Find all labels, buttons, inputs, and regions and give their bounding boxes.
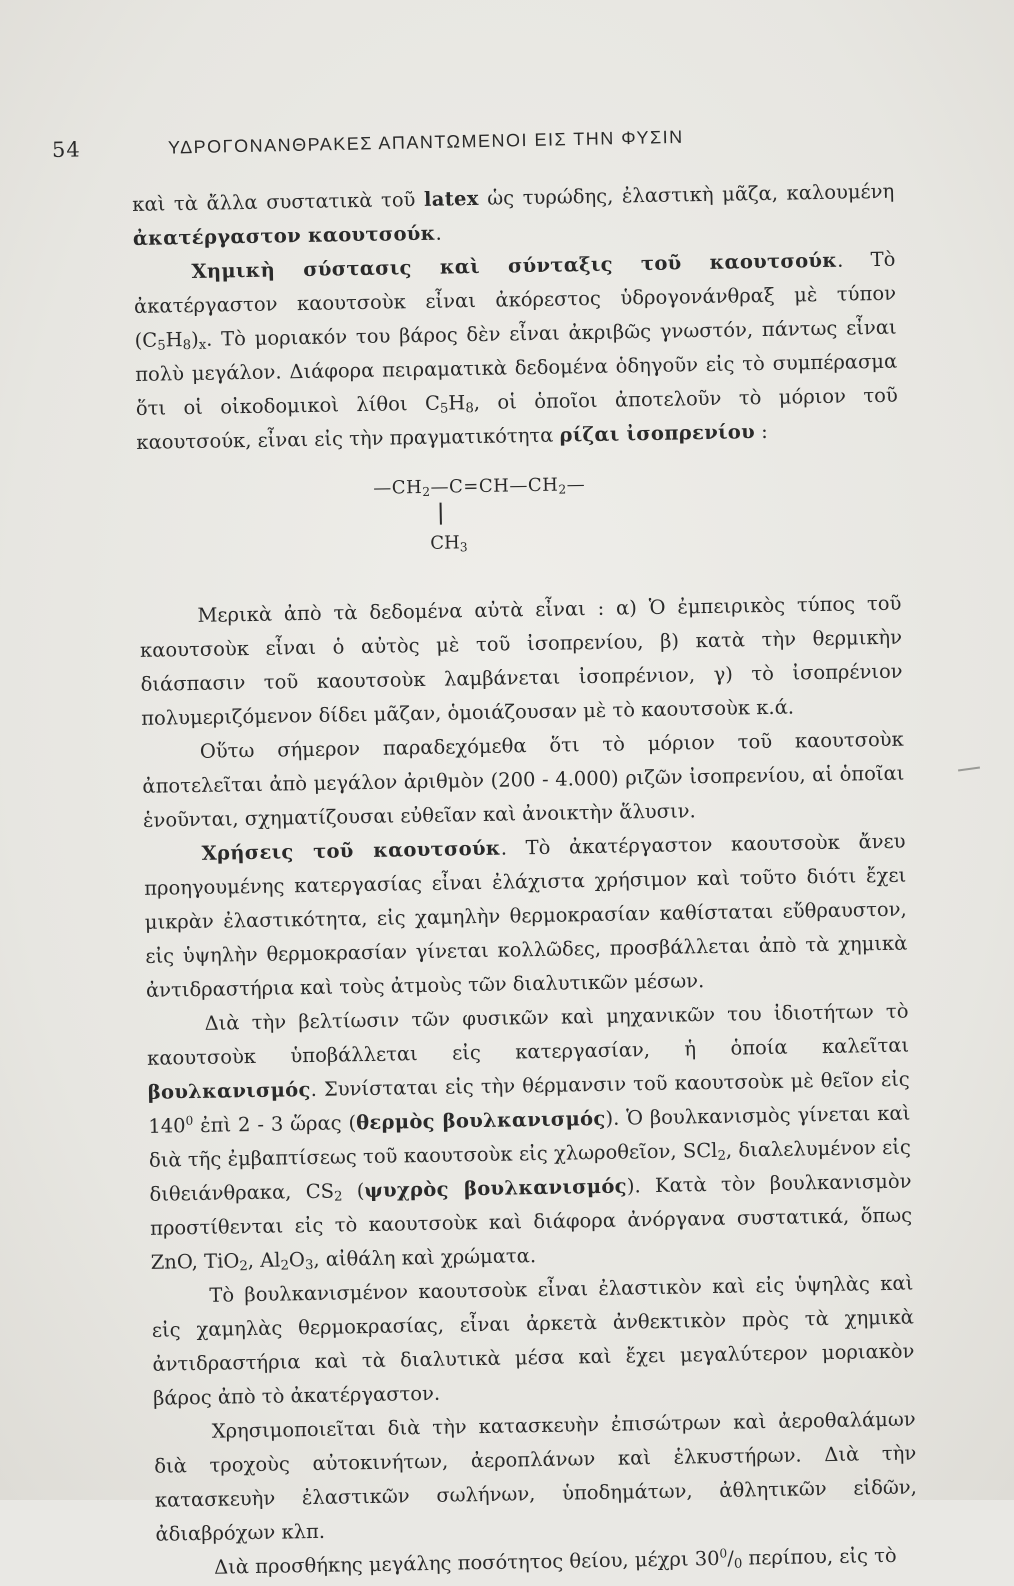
formula-part: — xyxy=(566,474,586,496)
text-run: καὶ τὰ ἄλλα συστατικὰ τοῦ xyxy=(132,187,425,216)
text-run: , διαλελυμένον εἰς διθειάνθρακα, CS xyxy=(149,1135,912,1206)
term-hot-vulcanization: θερμὸς βουλκανισμός xyxy=(355,1106,606,1135)
text-run: Διὰ προσθήκης μεγάλης ποσότητος θείου, μέχρι 30 xyxy=(213,1546,720,1579)
text-run: , οἱ ὁποῖοι ἀποτελοῦν τὸ μόριον τοῦ καουτσούκ, εἶναι εἰς τὴν πραγματικότητα xyxy=(136,383,898,454)
formula-chain xyxy=(373,468,585,506)
percent-superscript: 0 xyxy=(719,1546,728,1561)
subscript: 2 xyxy=(717,1148,727,1164)
subscript: 2 xyxy=(239,1259,249,1275)
paragraph-applications: Χρησιμοποιεῖται διὰ τὴν κατασκευὴν ἐπισώτρων καὶ ἀεροθαλάμων διὰ τροχοὺς αὐτοκινήτων, ἀεροπλάνων καὶ ἑλκυστήρων. Διὰ τὴν κατασκευὴν ἐλαστικῶν σωλήνων, ὑποδημάτων, ἀθλητικῶν εἰδῶν, ἀδιαβρόχων κλπ. xyxy=(154,1407,917,1546)
text-run: ) xyxy=(190,327,199,351)
text-run: ). Ὁ βουλκανισμὸς γίνεται καὶ διὰ τῆς ἐμβαπτίσεως τοῦ καουτσοὺκ εἰς χλωροθεῖον, SCl xyxy=(148,1101,911,1172)
section-heading-uses: Χρήσεις τοῦ καουτσούκ xyxy=(201,836,501,865)
text-run: . Τὸ ἀκατέργαστον καουτσοὺκ εἶναι ἀκόρεστος ὑδρογονάνθραξ μὲ τύπον (C xyxy=(133,247,897,352)
paragraph-chemical-composition xyxy=(133,243,898,460)
formula-part: —C=CH—CH xyxy=(430,474,559,498)
formula-part: CH xyxy=(430,532,460,554)
text-run: ( xyxy=(342,1179,365,1203)
term-cold-vulcanization: ψυχρὸς βουλκανισμός xyxy=(364,1174,628,1203)
paragraph-uses xyxy=(143,825,908,1008)
subscript: 3 xyxy=(459,540,468,555)
paragraph-molecule: Οὕτω σήμερον παραδεχόμεθα ὅτι τὸ μόριον τοῦ καουτσοὺκ ἀποτελεῖται ἀπὸ μεγάλον ἀριθμὸν (200 - 4.000) ριζῶν ἰσοπρενίου, αἱ ὁποῖαι ἑνοῦνται, σχηματίζουσαι εὐθεῖαν καὶ ἀνοικτὴν ἅλυσιν. xyxy=(142,727,905,832)
text-run: . xyxy=(435,221,442,245)
subscript: 2 xyxy=(333,1189,343,1205)
text-run: ). Κατὰ τὸν βουλκανισμὸν προστίθενται εἰς τὸ καουτσοὺκ καὶ διάφορα ἀνόργανα συστατικά, ὅπως ZnO, TiO xyxy=(149,1169,913,1274)
text-run: Διὰ τὴν βελτίωσιν τῶν φυσικῶν καὶ μηχανικῶν του ἰδιοτήτων τὸ καουτσοὺκ ὑποβάλλεται εἰς κατεργασίαν, ἡ ὁποία καλεῖται xyxy=(146,999,910,1070)
term-isoprene-radicals: ρίζαι ἰσοπρενίου xyxy=(559,420,756,447)
text-run: , αἰθάλη καὶ χρώματα. xyxy=(313,1244,537,1271)
subscript: 5 xyxy=(157,338,166,354)
term-latex: latex xyxy=(423,186,479,211)
paragraph-vulcanization xyxy=(146,995,913,1280)
section-heading-chemical-composition: Χημικὴ σύστασις καὶ σύνταξις τοῦ καουτσούκ xyxy=(191,248,838,283)
paragraph-vulcanized-properties: Τὸ βουλκανισμένον καουτσοὺκ εἶναι ἐλαστικὸν καὶ εἰς ὑψηλὰς καὶ εἰς χαμηλὰς θερμοκρασίας, εἶναι ἀρκετὰ ἀνθεκτικὸν πρὸς τὰ χημικὰ ἀντιδραστήρια καὶ τὰ διαλυτικὰ μέσα καὶ ἔχει μεγαλύτερον μοριακὸν βάρος ἀπὸ τὸ ἀκατέργαστον. xyxy=(151,1271,915,1410)
subscript: 2 xyxy=(422,484,431,499)
text-run: . Τὸ μοριακόν του βάρος δὲν εἶναι ἀκριβῶς γνωστόν, πάντως εἶναι πολὺ μεγάλον. Διάφορα πειραματικὰ δεδομένα ὁδηγοῦν εἰς τὸ συμπέρασμα ὅτι οἱ οἰκοδομικοὶ λίθοι C xyxy=(135,315,898,420)
text-run: H xyxy=(165,328,183,352)
subscript: 2 xyxy=(280,1258,290,1274)
term-raw-rubber: ἀκατέργαστον καουτσούκ xyxy=(132,221,436,250)
isoprene-unit-formula xyxy=(137,457,901,586)
formula-methyl-group xyxy=(430,526,468,561)
term-vulcanization: βουλκανισμός xyxy=(147,1078,311,1104)
body-text xyxy=(132,175,918,1586)
formula-part: —CH xyxy=(373,476,423,499)
subscript: 8 xyxy=(465,401,475,417)
paragraph-data-list: Μερικὰ ἀπὸ τὰ δεδομένα αὐτὰ εἶναι : α) Ὁ ἐμπειρικὸς τύπος τοῦ καουτσοὺκ εἶναι ὁ αὐτὸς μὲ τοῦ ἰσοπρενίου, β) κατὰ τὴν θερμικὴν διάσπασιν τοῦ καουτσοὺκ λαμβάνεται ἰσοπρένιον, γ) τὸ ἰσοπρένιον πολυμεριζόμενον δίδει μᾶζαν, ὁμοιάζουσαν μὲ τὸ καουτσοὺκ κ.ά. xyxy=(139,591,903,730)
subscript: 5 xyxy=(439,401,449,417)
margin-pencil-mark xyxy=(958,766,980,771)
subscript: 2 xyxy=(558,482,567,497)
running-head: ΥΔΡΟΓΟΝΑΝΘΡΑΚΕΣ ΑΠΑΝΤΩΜΕΝΟΙ ΕΙΣ ΤΗΝ ΦΥΣΙΝ xyxy=(167,126,684,158)
text-run: περίπου, εἰς τὸ xyxy=(742,1543,897,1570)
text-run: : xyxy=(754,419,768,444)
text-run: . Συνίσταται εἰς τὴν θέρμανσιν τοῦ καουτσοὺκ μὲ θεῖον εἰς 140 xyxy=(148,1067,910,1138)
formula-single-bond xyxy=(440,503,442,525)
subscript: 8 xyxy=(182,337,192,354)
subscript: 3 xyxy=(304,1257,314,1274)
degree-superscript: 0 xyxy=(185,1113,194,1128)
page-number: 54 xyxy=(51,137,81,162)
subscript: x xyxy=(198,337,207,353)
text-run: . Τὸ ἀκατέργαστον καουτσοὺκ ἄνευ προηγουμένης κατεργασίας εἶναι ἐλάχιστα χρήσιμον καὶ τοῦτο διότι ἔχει μικρὰν ἐλαστικότητα, εἰς χαμηλὴν θερμοκρασίαν καθίσταται εὔθραυστον, εἰς ὑψηλὴν θερμοκρασίαν γίνεται κολλῶδες, προσβάλλεται ἀπὸ τὰ χημικὰ ἀντιδραστήρια καὶ τοὺς ἀτμοὺς τῶν διαλυτικῶν μέσων. xyxy=(144,829,908,1002)
text-run: , Al xyxy=(247,1248,281,1273)
text-run: O xyxy=(288,1248,306,1272)
percent-slash: / xyxy=(727,1546,734,1570)
text-run: ἐπὶ 2 - 3 ὥρας ( xyxy=(193,1111,357,1138)
text-run: ὡς τυρώδης, ἐλαστικὴ μᾶζα, καλουμένη xyxy=(478,179,895,210)
text-run: H xyxy=(448,391,466,415)
page-header xyxy=(52,115,773,170)
percent-subscript: 0 xyxy=(733,1556,743,1572)
